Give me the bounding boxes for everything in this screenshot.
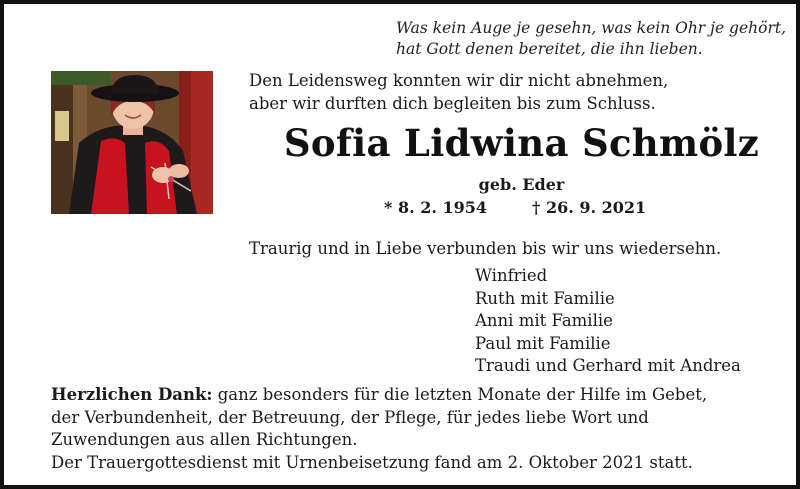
quote-line-1: Was kein Auge je gesehn, was kein Ohr je gehört,	[396, 19, 787, 37]
death-date: † 26. 9. 2021	[532, 198, 647, 217]
mourner-item: Traudi und Gerhard mit Andrea	[475, 356, 741, 376]
intro-line-1: Den Leidensweg konnten wir dir nicht abnehmen,	[249, 71, 669, 90]
bible-quote	[396, 18, 796, 60]
quote-line-2: hat Gott denen bereitet, die ihn lieben.	[396, 40, 703, 58]
mourners-list	[475, 265, 795, 378]
maiden-name: geb. Eder	[478, 175, 565, 194]
thanks-line-1	[51, 384, 791, 407]
mourner-item: Winfried	[475, 266, 548, 285]
mourner-item: Anni mit Familie	[475, 311, 613, 331]
thanks-line-3: Zuwendungen aus allen Richtungen.	[51, 430, 358, 449]
portrait-illustration	[51, 71, 213, 214]
thanks-label: Herzlichen Dank:	[51, 385, 213, 404]
mourning-statement: Traurig und in Liebe verbunden bis wir uns wiedersehn.	[249, 239, 722, 258]
intro-line-2: aber wir durften dich begleiten bis zum Schluss.	[249, 94, 656, 113]
thanks-line-2: der Verbundenheit, der Betreuung, der Pflege, für jedes liebe Wort und	[51, 407, 649, 427]
mourner-item: Ruth mit Familie	[475, 288, 615, 308]
intro-text	[249, 69, 789, 115]
thanks-section	[51, 384, 791, 474]
mourner-item: Paul mit Familie	[475, 333, 611, 353]
service-notice: Der Trauergottesdienst mit Urnenbeisetzung fand am 2. Oktober 2021 statt.	[51, 452, 693, 472]
deceased-name: Sofia Lidwina Schmölz	[283, 121, 760, 165]
portrait-photo	[51, 71, 213, 214]
birth-date: * 8. 2. 1954	[384, 198, 488, 217]
thanks-line-1-text: ganz besonders für die letzten Monate der Hilfe im Gebet,	[212, 385, 708, 404]
